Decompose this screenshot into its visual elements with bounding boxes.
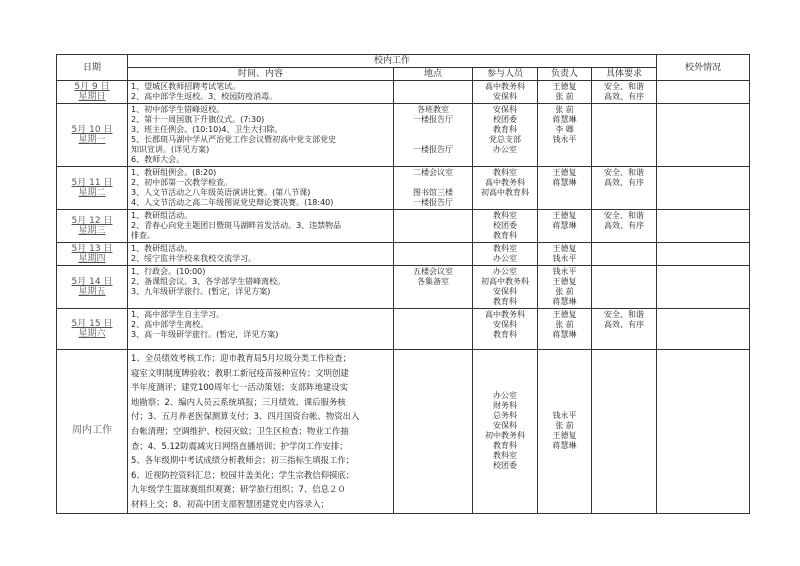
day-participants-line: 办公室 [493, 267, 517, 276]
day-content-line: 1、初中部学生错峰返校。 [131, 105, 225, 114]
day-content-line: 6、教师大会。 [131, 155, 185, 164]
day-content-line: 1、高中部学生自主学习。 [131, 310, 225, 319]
day-participants [473, 243, 538, 266]
day-outside [657, 309, 750, 350]
day-requirements [592, 167, 657, 210]
weekly-content-line: 材料上交；8、初高中团支部智慧团建党史内容录入； [131, 498, 329, 509]
day-participants-line: 高中教务科 [485, 310, 525, 319]
day-weekday: 星期六 [78, 329, 106, 339]
day-date-cell [57, 243, 128, 266]
day-rows [57, 81, 750, 514]
day-owner-line: 王德复 [552, 82, 577, 91]
day-owner-line: 蒋慧琳 [552, 297, 577, 306]
day-participants-line: 校团委 [493, 221, 517, 230]
weekly-row [57, 350, 750, 514]
day-participants-line: 教育科 [493, 330, 517, 339]
weekly-owner-line: 王德复 [552, 431, 577, 441]
day-location-line [397, 135, 469, 145]
day-outside [657, 243, 750, 266]
header-participants: 参与人员 [473, 68, 538, 81]
day-location-line: 图书馆三楼 [413, 188, 453, 197]
weekly-content-line: 半年度测评；建党100周年七一活动策划；支部阵地建设实 [131, 382, 348, 393]
day-content-line: 2、第十一周国旗下升旗仪式。(7:30) [131, 115, 265, 124]
day-content-line: 1、行政会。(10:00) [131, 267, 206, 276]
weekly-participants [473, 350, 538, 514]
day-content-line: 5、长郡斑马湖中学从严治党工作会议暨初高中党支部党史 [131, 135, 337, 144]
day-content-line: 2、初中部第一次教学检查。 [131, 178, 233, 187]
day-content-line: 1、教研组活动。 [131, 211, 193, 220]
day-participants [473, 104, 538, 167]
day-owner [538, 309, 592, 350]
weekly-participants-line: 校团委 [493, 461, 517, 471]
weekly-participants-line: 总务科 [493, 411, 517, 421]
day-row [57, 266, 750, 309]
day-location-line: 一楼报告厅 [413, 145, 453, 154]
day-date-cell [57, 266, 128, 309]
day-outside [657, 104, 750, 167]
day-participants-line: 安保科 [493, 105, 517, 114]
day-date: 5月 12 日 [71, 216, 113, 226]
weekly-participants-line: 安保科 [493, 421, 517, 431]
day-owner [538, 210, 592, 243]
day-location [394, 243, 473, 266]
day-owner-line: 钱永平 [552, 254, 577, 263]
day-participants-line: 高中教务科 [485, 82, 525, 91]
day-row [57, 81, 750, 104]
day-outside [657, 81, 750, 104]
day-location [394, 309, 473, 350]
day-row [57, 104, 750, 167]
day-owner-line: 张 前 [555, 92, 574, 101]
day-requirements [592, 81, 657, 104]
day-date-cell [57, 167, 128, 210]
day-owner-line: 蒋慧琳 [552, 115, 577, 124]
day-participants [473, 210, 538, 243]
day-participants [473, 81, 538, 104]
day-location-line: 一楼报告厅 [413, 115, 453, 124]
day-requirements-line: 安全、和谐 [604, 310, 645, 319]
day-date-cell [57, 81, 128, 104]
day-location-line: 二楼会议室 [413, 168, 453, 177]
day-weekday: 星期一 [78, 135, 106, 145]
day-outside [657, 266, 750, 309]
day-participants-line: 办公室 [493, 254, 517, 263]
day-owner [538, 243, 592, 266]
day-location [394, 266, 473, 309]
weekly-content [128, 350, 394, 514]
weekly-content-line: 寝室文明制度牌验收；教职工新冠疫苗接种宣传；文明创建 [131, 367, 349, 378]
day-owner-line: 王德复 [552, 310, 577, 319]
day-owner-line: 王德复 [552, 168, 577, 177]
day-participants-line: 安保科 [493, 92, 517, 101]
header-date: 日期 [57, 55, 128, 81]
header-school-work: 校内工作 [128, 55, 657, 68]
day-content-line: 排查。 [131, 231, 155, 240]
day-requirements-line: 高效、有序 [604, 92, 645, 101]
day-date: 5月 14 日 [71, 277, 113, 287]
day-participants-line: 教科室 [493, 168, 517, 177]
day-owner-line: 蒋慧琳 [552, 221, 577, 230]
day-location [394, 104, 473, 167]
day-location-line: 各集备室 [417, 277, 449, 286]
day-date: 5月 15 日 [71, 319, 113, 329]
day-location [394, 210, 473, 243]
day-participants-line: 高中教务科 [485, 178, 525, 187]
weekly-content-line: 地勘察；2、编内人员云系统填报；三月绩效、课后服务核 [131, 396, 346, 407]
day-weekday: 星期三 [78, 226, 106, 236]
day-owner [538, 167, 592, 210]
day-weekday: 星期二 [78, 188, 106, 198]
day-participants-line: 教育科 [493, 231, 517, 240]
day-requirements [592, 104, 657, 167]
day-owner-line: 王德复 [552, 277, 577, 286]
weekly-owner-line: 张 前 [555, 421, 574, 431]
day-participants [473, 309, 538, 350]
weekly-owner [538, 350, 592, 514]
day-requirements-line: 安全、和谐 [604, 168, 645, 177]
weekly-owner-line: 蒋慧琳 [552, 441, 577, 451]
day-requirements [592, 243, 657, 266]
weekly-content-line: 付；3、五月养老医保测算支付；3、四月国资台帐、物资出入 [131, 411, 360, 422]
day-content-line: 知识宣讲。(详见方案) [131, 145, 210, 154]
day-content-line: 3、九年级研学旅行。(暂定，详见方案) [131, 287, 271, 296]
day-content [128, 309, 394, 350]
day-row [57, 309, 750, 350]
weekly-content-line: 6、近视防控资料汇总；校园井盖美化；学生宗教信仰摸底； [131, 469, 355, 480]
day-row [57, 210, 750, 243]
day-participants-line: 安保科 [493, 320, 517, 329]
day-owner-line: 钱永平 [552, 135, 577, 144]
day-owner-line: 王德复 [552, 211, 577, 220]
day-participants-line: 教育科 [493, 297, 517, 306]
day-content-line: 2、绥宁监井学校来我校交流学习。 [131, 254, 257, 263]
day-requirements-line: 高效、有序 [604, 221, 645, 230]
day-date-cell [57, 104, 128, 167]
day-requirements [592, 210, 657, 243]
day-requirements-line: 安全、和谐 [604, 82, 645, 91]
day-participants-line: 初高中教务科 [481, 277, 529, 286]
day-owner-line: 钱永平 [552, 267, 577, 276]
day-owner-line: 张 前 [555, 320, 574, 329]
day-content-line: 3、高一年级研学旅行。(暂定，详见方案) [131, 330, 279, 339]
day-row [57, 243, 750, 266]
day-weekday: 星期四 [78, 254, 106, 264]
header-time-content: 时间、内容 [128, 68, 394, 81]
schedule-table [56, 54, 750, 514]
day-requirements [592, 309, 657, 350]
day-owner [538, 81, 592, 104]
day-participants-line: 安保科 [493, 287, 517, 296]
day-owner-line: 李 卿 [555, 125, 574, 134]
day-owner-line: 王德复 [552, 244, 577, 253]
day-location-line: 一楼报告厅 [413, 198, 453, 207]
weekly-participants-line: 办公室 [493, 391, 517, 401]
day-owner-line: 蒋慧琳 [552, 330, 577, 339]
day-location-line [397, 125, 469, 135]
weekly-content-line: 九年级学生篮球赛组织观赛；研学旅行组织；7、信息２０ [131, 484, 346, 495]
weekly-location [394, 350, 473, 514]
day-content [128, 210, 394, 243]
weekly-content-line: 查；4、5.12防震减灾日网络直播培训；护学岗工作安排； [131, 440, 348, 451]
day-participants [473, 266, 538, 309]
day-participants-line: 教科室 [493, 244, 517, 253]
day-content [128, 167, 394, 210]
header-owner: 负责人 [538, 68, 592, 81]
day-date: 5月 13 日 [71, 244, 113, 254]
day-content [128, 81, 394, 104]
weekly-participants-line: 初中教务科 [485, 431, 525, 441]
day-location-line [397, 178, 469, 188]
day-owner-line: 蒋慧琳 [552, 178, 577, 187]
day-owner-line: 张 前 [555, 105, 574, 114]
day-participants-line: 校团委 [493, 115, 517, 124]
day-requirements-line: 高效、有序 [604, 178, 645, 187]
day-owner [538, 104, 592, 167]
header-location: 地点 [394, 68, 473, 81]
weekly-participants-line: 教育科 [493, 441, 517, 451]
day-row [57, 167, 750, 210]
day-requirements-line: 安全、和谐 [604, 211, 645, 220]
day-content-line: 1、教研组例会。(8:20) [131, 168, 217, 177]
day-participants [473, 167, 538, 210]
weekly-participants-line: 教科室 [493, 451, 517, 461]
day-location-line: 各班教室 [417, 105, 449, 114]
day-participants-line: 党总支部 [489, 135, 521, 144]
weekly-requirements [592, 350, 657, 514]
day-outside [657, 210, 750, 243]
header-requirements: 具体要求 [592, 68, 657, 81]
day-content [128, 243, 394, 266]
day-date-cell [57, 309, 128, 350]
day-participants-line: 教科室 [493, 211, 517, 220]
day-content-line: 2、高中部学生返校。3、校园防疫消毒。 [131, 92, 278, 101]
weekly-content-line: 1、全员绩效考核工作；迎市教育局5月垃圾分类工作检查； [131, 353, 352, 363]
day-location [394, 167, 473, 210]
weekly-outside [657, 350, 750, 514]
header-outside: 校外情况 [657, 55, 750, 81]
day-participants-line: 初高中教育科 [481, 188, 529, 197]
day-outside [657, 167, 750, 210]
day-content-line: 4、人文节活动之高二年级图说党史辩论赛决赛。(18:40) [131, 198, 334, 207]
weekly-content-line: 5、各年级期中考试成绩分析教师会；初三指标生填报工作； [131, 455, 355, 466]
day-location [394, 81, 473, 104]
day-owner-line: 张 前 [555, 287, 574, 296]
day-weekday: 星期五 [78, 287, 106, 297]
day-requirements-line: 高效、有序 [604, 320, 645, 329]
day-content-line: 3、人文节活动之八年级英语演讲比赛。(第八节课) [131, 188, 311, 197]
day-content-line: 2、青春心向党主题团日暨斑马湖畔首发活动。3、违禁物品 [131, 221, 342, 230]
day-content-line: 3、班主任例会。(10:10)4、卫生大扫除。 [131, 125, 283, 134]
day-content [128, 266, 394, 309]
day-weekday: 星期日 [78, 92, 106, 102]
day-requirements [592, 266, 657, 309]
day-date: 5月 9 日 [74, 82, 110, 92]
weekly-label: 周内工作 [57, 350, 128, 514]
day-content [128, 104, 394, 167]
day-owner [538, 266, 592, 309]
day-participants-line: 教育科 [493, 125, 517, 134]
weekly-participants-line: 财务科 [493, 401, 517, 411]
day-participants-line: 办公室 [493, 145, 517, 154]
day-date-cell [57, 210, 128, 243]
day-content-line: 1、望城区教师招聘考试笔试。 [131, 82, 241, 91]
weekly-content-line: 台帐清理；空调维护、校园灭蚊；卫生区检查；物业工作抽 [131, 425, 349, 436]
day-date: 5月 10 日 [71, 125, 113, 135]
day-content-line: 2、备课组会议。3、各学部学生错峰离校。 [131, 277, 286, 286]
day-content-line: 2、高中部学生离校。 [131, 320, 209, 329]
day-date: 5月 11 日 [71, 178, 113, 188]
day-content-line: 1、教研组活动。 [131, 244, 193, 253]
weekly-owner-line: 钱永平 [552, 411, 577, 421]
day-location-line: 五楼会议室 [413, 267, 453, 276]
